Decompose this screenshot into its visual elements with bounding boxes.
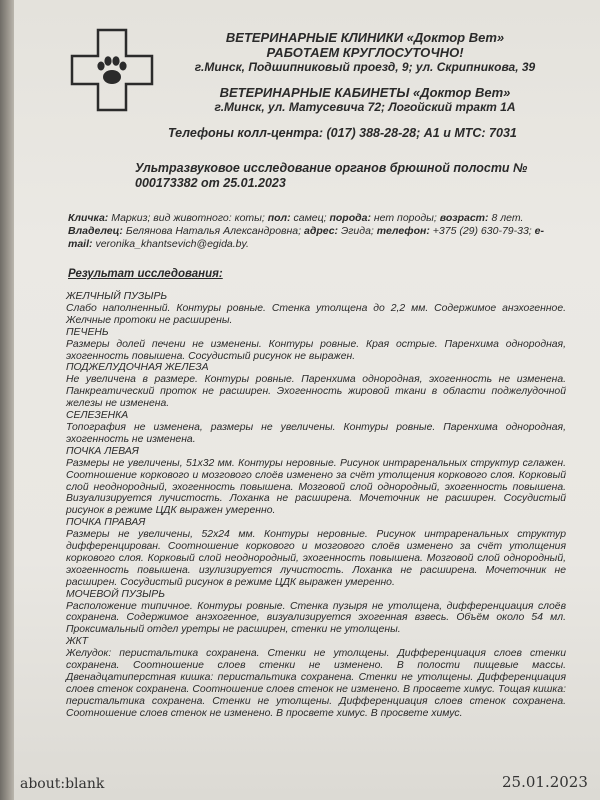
section-text: Размеры не увеличены, 51х32 мм. Контуры неровные. Рисунок интраренальных структур сглажен. Соотношение коркового и мозгового слоёв изменено за счёт утолщения коркового слоя. Корковый слой неоднородный, эхогенность повышена. Мозговой слой однородный, эхогенность повышена. Визуализируется лучистость. Лоханка не расширена. Мочеточник не расширен. Сосудистый рисунок в режиме ЦДК выражен умеренно. bbox=[66, 457, 566, 517]
age-value: 8 лет. bbox=[491, 212, 524, 224]
section-title: ЖЕЛЧНЫЙ ПУЗЫРЬ bbox=[66, 291, 168, 302]
phone-value: +375 (29) 630-79-33; bbox=[432, 225, 532, 237]
report-title-line2: 000173382 от 25.01.2023 bbox=[135, 176, 286, 190]
call-center-phones: Телефоны колл-центра: (017) 388-28-28; А1 и МТС: 7031 bbox=[168, 126, 517, 140]
results-body bbox=[66, 291, 566, 720]
breed-value: нет породы; bbox=[373, 212, 437, 224]
report-title-line1: Ультразвуковое исследование органов брюшной полости № bbox=[135, 161, 528, 175]
footer-url: about:blank bbox=[20, 776, 105, 792]
section-title: ПЕЧЕНЬ bbox=[66, 326, 109, 338]
section-text: Не увеличена в размере. Контуры ровные. Паренхима однородная, эхогенность не изменена. Панкреатический проток не расширен. Эхогенность жировой ткани в области поджелудочной железы не изменена. bbox=[66, 374, 566, 410]
owner-value: Белянова Наталья Александровна; bbox=[125, 225, 302, 237]
email-label: e-mail: bbox=[68, 225, 544, 250]
section-text: Топография не изменена, размеры не увеличены. Контуры ровные. Паренхима однородная, эхогенность не изменена. bbox=[66, 421, 566, 445]
name-label: Кличка: bbox=[68, 212, 109, 224]
section-title: ПОЧКА ПРАВАЯ bbox=[66, 517, 146, 529]
clinic-hours: РАБОТАЕМ КРУГЛОСУТОЧНО! bbox=[266, 45, 464, 60]
clinic-name: ВЕТЕРИНАРНЫЕ КЛИНИКИ «Доктор Вет» bbox=[225, 30, 505, 45]
phone-label: телефон: bbox=[376, 225, 430, 237]
patient-info bbox=[68, 212, 568, 251]
section-text: Размеры долей печени не изменены. Контуры ровные. Края острые. Паренхима однородная, эхогенность повышена. Сосудистый рисунок не выражен. bbox=[66, 338, 566, 362]
address-value: Эгида; bbox=[340, 225, 374, 237]
breed-label: порода: bbox=[329, 212, 371, 224]
sex-label: пол: bbox=[267, 212, 291, 224]
vet-cross-logo-icon bbox=[70, 28, 154, 112]
report-title bbox=[135, 161, 565, 191]
species-label: вид животного: bbox=[153, 212, 232, 224]
footer-date: 25.01.2023 bbox=[502, 773, 588, 791]
section-title: СЕЛЕЗЕНКА bbox=[66, 410, 129, 422]
section-text: Расположение типичное. Контуры ровные. Стенка пузыря не утолщена, дифференциация слоёв сохранена. Содержимое анэхогенное, визуализируется эхогенная взвесь. Объём около 54 мл. Проксимальный отдел уретры не расширен, стенки не утолщены. bbox=[66, 600, 566, 636]
section-title: МОЧЕВОЙ ПУЗЫРЬ bbox=[66, 588, 165, 600]
age-label: возраст: bbox=[439, 212, 489, 224]
section-text: Слабо наполненный. Контуры ровные. Стенка утолщена до 2,2 мм. Содержимое анэхогенное. Желчные протоки не расширены. bbox=[66, 302, 566, 326]
section-text: Размеры не увеличены, 52х24 мм. Контуры неровные. Рисунок интраренальных структур дифференцирован. Соотношение коркового и мозгового слоёв изменено за счёт утолщения коркового слоя. Корковый слой неоднородный, эхогенность повышена. Мозговой слой однородный, эхогенность повышена. изулизируется лучистость. Лоханка не расширена. Мочеточник не расширен. Сосудистый рисунок в режиме ЦДК выражен умеренно. bbox=[66, 529, 566, 588]
address-label: адрес: bbox=[303, 225, 339, 237]
sex-value: самец; bbox=[293, 212, 327, 224]
cabinets-name: ВЕТЕРИНАРНЫЕ КАБИНЕТЫ «Доктор Вет» bbox=[219, 85, 511, 100]
owner-label: Владелец: bbox=[68, 225, 123, 237]
species-value: коты; bbox=[234, 212, 265, 224]
section-title: ЖКТ bbox=[66, 636, 88, 648]
cabinets-address: г.Минск, ул. Матусевича 72; Логойский тракт 1А bbox=[214, 100, 516, 114]
name-value: Маркиз; bbox=[111, 212, 151, 224]
email-value: veronika_khantsevich@egida.by. bbox=[95, 238, 249, 250]
section-text: Желудок: перистальтика сохранена. Стенки не утолщены. Дифференциация слоев стенки сохранена. Соотношение слоев стенки не изменено. В полости пищевые массы. Двенадцатиперстная кишка: перистальтика сохранена. Стенки не утолщены. Дифференциация слоев стенок сохранена. Соотношение слоев стенок не изменено. В просвете химус. Тощая кишка: перистальтика сохранена. Стенки не утолщены. Дифференциация слоев стенок сохранена. Соотношение слоев стенок не изменено. В просвете химус. В просвете химус. bbox=[66, 648, 566, 719]
clinic-address: г.Минск, Подшипниковый проезд, 9; ул. Скрипникова, 39 bbox=[194, 60, 536, 74]
results-title: Результат исследования: bbox=[68, 268, 223, 280]
section-title: ПОДЖЕЛУДОЧНАЯ ЖЕЛЕЗА bbox=[66, 362, 209, 374]
section-title: ПОЧКА ЛЕВАЯ bbox=[66, 445, 139, 457]
